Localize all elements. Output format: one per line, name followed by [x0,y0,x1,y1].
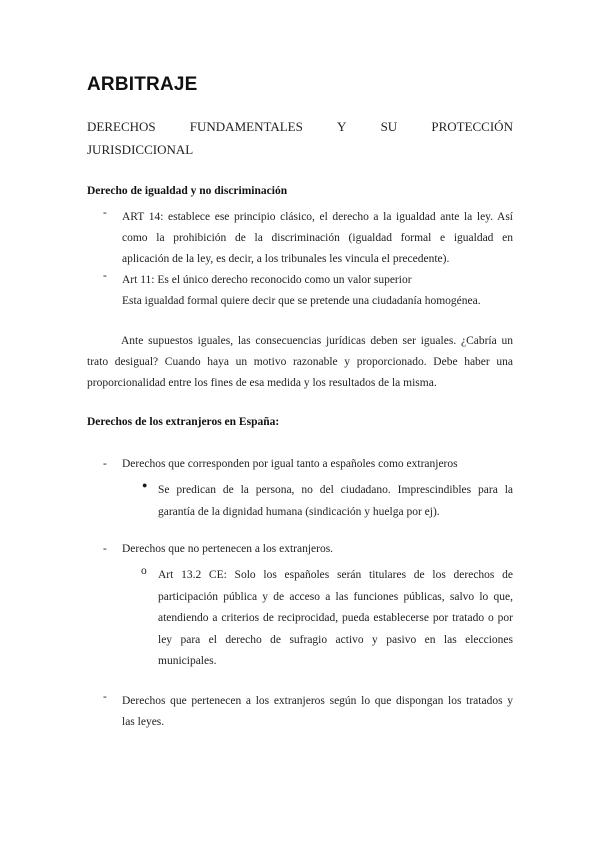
text-line: proporcionalidad entre los fines de esa medida y los resultados de la misma. [87,377,437,389]
subtitle-line-2: JURISDICCIONAL [87,142,194,157]
subtitle-word: SU [380,119,398,134]
text-line: aplicación de la ley, es decir, a los tribunales les vincula el precedente). [122,253,450,265]
bullet-derechos-tratados [122,691,513,733]
subtitle-word: PROTECCIÓN [431,119,513,134]
bullet-derechos-no: Derechos que no pertenecen a los extranjeros. [122,543,334,555]
dash-marker: - [103,270,107,282]
text-line: participación pública y de acceso a las funciones públicas, salvo lo que, [158,590,513,603]
subtitle-word: FUNDAMENTALES [189,119,303,134]
paragraph-igualdad [87,331,513,394]
document-title: ARBITRAJE [87,74,198,95]
text-line: ART 14: establece ese principio clásico, el derecho a la igualdad ante la ley. Así [122,211,513,223]
section-heading-igualdad: Derecho de igualdad y no discriminación [87,185,288,197]
text-line: Art 11: Es el único derecho reconocido como un valor superior [122,274,412,286]
text-line: ley para el derecho de sufragio activo y pasivo en las elecciones [158,633,513,646]
subtitle-line-1 [87,115,513,138]
text-line: trato desigual? Cuando haya un motivo razonable y proporcionado. Debe haber una [87,356,513,368]
text-line: Se predican de la persona, no del ciudadano. Imprescindibles para la [158,484,513,496]
sub-bullet-art13 [158,565,513,673]
bullet-dot-icon: ● [142,480,148,490]
dash-marker: - [103,691,107,703]
text-line: como la prohibición de la discriminación (igualdad formal e igualdad en [122,232,513,244]
document-subtitle [87,115,513,161]
sub-bullet-persona [158,479,513,523]
bullet-derechos-igual: Derechos que corresponden por igual tanto a españoles como extranjeros [122,458,458,470]
text-line: las leyes. [122,716,165,728]
bullet-circle-icon: o [141,565,147,577]
text-line: Art 13.2 CE: Solo los españoles serán titulares de los derechos de [158,569,513,581]
dash-marker: - [103,458,107,470]
text-line: Esta igualdad formal quiere decir que se pretende una ciudadanía homogénea. [122,295,481,307]
text-line: garantía de la dignidad humana (sindicación y huelga por ej). [158,506,440,518]
text-line: Ante supuestos iguales, las consecuencias jurídicas deben ser iguales. ¿Cabría un [121,335,513,347]
dash-marker: - [103,543,107,555]
subtitle-word: DERECHOS [87,119,156,134]
bullet-art11 [122,270,513,312]
subtitle-word: Y [337,119,347,134]
text-line: atendiendo a criterios de reciprocidad, pueda establecerse por tratado o por [158,612,513,624]
section-heading-extranjeros: Derechos de los extranjeros en España: [87,416,280,428]
text-line: Derechos que pertenecen a los extranjeros según lo que dispongan los tratados y [122,695,513,707]
text-line: municipales. [158,655,217,667]
dash-marker: - [103,207,107,219]
bullet-art14 [122,207,513,270]
